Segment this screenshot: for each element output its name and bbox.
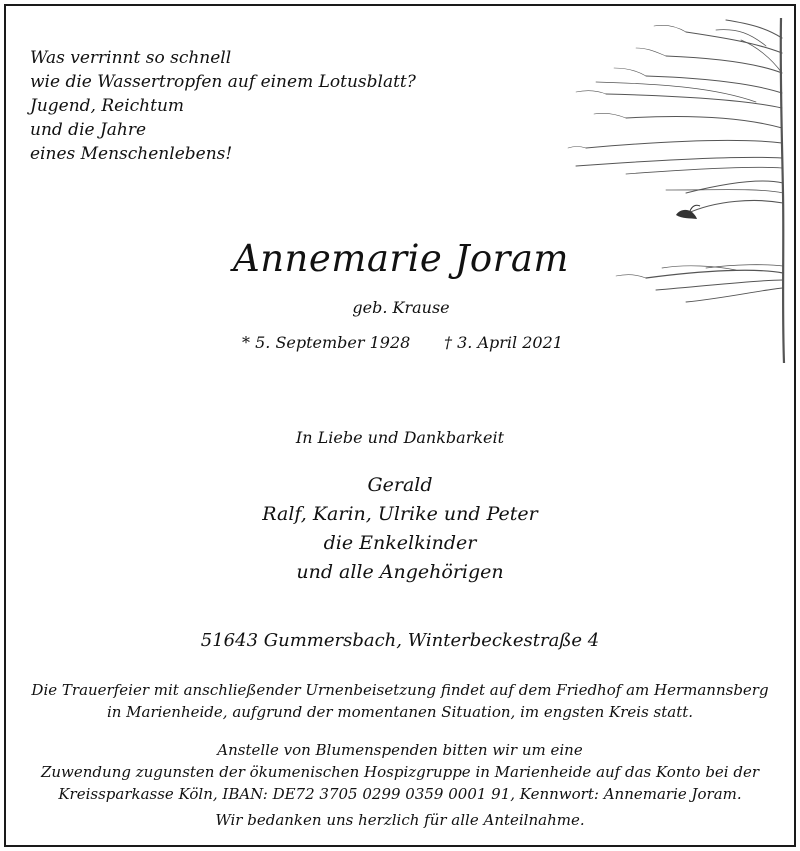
ceremony-line: Die Trauerfeier mit anschließender Urnenbeisetzung findet auf dem Friedhof am Hermannsberg [31, 681, 769, 699]
dedication: In Liebe und Dankbarkeit [295, 428, 505, 447]
poem-line: Was verrinnt so schnell [30, 48, 232, 68]
mourner: und alle Angehörigen [296, 561, 504, 583]
donation-line: Kreissparkasse Köln, IBAN: DE72 3705 0299 0359 0001 91, Kennwort: Annemarie Joram. [58, 785, 742, 803]
donation-line: Zuwendung zugunsten der ökumenischen Hospizgruppe in Marienheide auf das Konto bei der [40, 763, 760, 781]
poem-line: wie die Wassertropfen auf einem Lotusblatt? [30, 72, 416, 92]
poem-line: Jugend, Reichtum [30, 96, 185, 116]
bare-tree-with-bird-icon [566, 18, 796, 363]
poem-line: eines Menschenlebens! [30, 144, 233, 164]
mourner: Gerald [367, 474, 433, 496]
mourners-list [6, 471, 794, 587]
address: 51643 Gummersbach, Winterbeckestraße 4 [200, 630, 600, 651]
obituary-frame [4, 4, 796, 847]
ceremony-notice [6, 679, 794, 723]
death-date: † 3. April 2021 [444, 333, 563, 352]
mourner: die Enkelkinder [323, 532, 477, 554]
birth-date: * 5. September 1928 [242, 333, 411, 352]
thanks-note: Wir bedanken uns herzlich für alle Anteilnahme. [215, 811, 585, 829]
born-name: geb. Krause [352, 298, 450, 317]
donation-line: Anstelle von Blumenspenden bitten wir um eine [217, 741, 583, 759]
mourner: Ralf, Karin, Ulrike und Peter [262, 503, 538, 525]
poem-line: und die Jahre [30, 120, 147, 140]
ceremony-line: in Marienheide, aufgrund der momentanen Situation, im engsten Kreis statt. [106, 703, 694, 721]
donation-notice [6, 739, 794, 805]
deceased-name: Annemarie Joram [232, 237, 570, 280]
poem [30, 46, 450, 166]
